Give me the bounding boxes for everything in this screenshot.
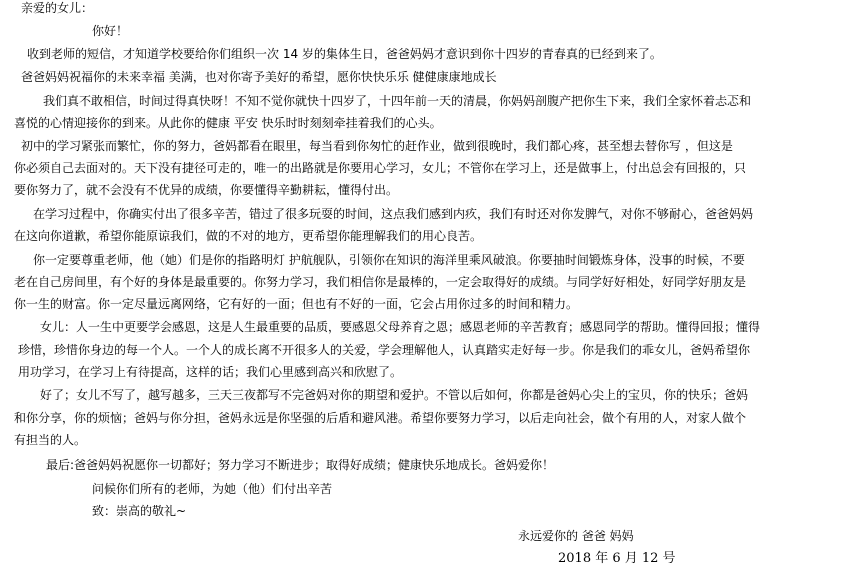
paragraph-line: 你一定要尊重老师，他（她）们是你的指路明灯 护航舰队，引领你在知识的海洋里乘风破浪。你要抽时间锻炼身体，没事的时候，不要 xyxy=(33,253,745,267)
paragraph-line: 有担当的人。 xyxy=(14,433,87,447)
closing: 最后:爸爸妈妈祝愿你一切都好；努力学习不断进步；取得好成绩；健康快乐地成长。爸妈爱你！ xyxy=(46,458,555,472)
paragraph-line: 我们真不敢相信，时间过得真快呀！不知不觉你就快十四岁了，十四年前一天的清晨，你妈妈剖腹产把你生下来，我们全家怀着忐忑和 xyxy=(43,94,752,108)
paragraph-line: 好了；女儿不写了，越写越多，三天三夜都写不完爸妈对你的期望和爱护。不管以后如何，你都是爸妈心尖上的宝贝，你的快乐；爸妈 xyxy=(40,388,749,402)
paragraph-line: 初中的学习紧张而繁忙，你的努力，爸妈都看在眼里，每当看到你匆忙的赶作业，做到很晚时，我们都心疼，甚至想去替你写 ，但这是 xyxy=(21,139,733,153)
paragraph-line: 用功学习，在学习上有待提高，这样的话；我们心里感到高兴和欣慰了。 xyxy=(18,365,403,379)
paragraph-line: 爸爸妈妈祝福你的未来幸福 美满，也对你寄予美好的希望，愿你快快乐乐 健健康康地成长 xyxy=(21,70,497,84)
paragraph-line: 喜悦的心情迎接你的到来。从此你的健康 平安 快乐时时刻刻牵挂着我们的心头。 xyxy=(14,116,442,130)
signature: 永远爱你的 爸爸 妈妈 xyxy=(518,529,634,543)
teachers-greeting: 问候你们所有的老师，为她（他）们付出辛苦 xyxy=(92,482,333,496)
paragraph-line: 收到老师的短信，才知道学校要给你们组织一次 14 岁的集体生日，爸爸妈妈才意识到你十四岁的青春真的已经到来了。 xyxy=(27,47,662,61)
paragraph-line: 女儿：人一生中更要学会感恩，这是人生最重要的品质，要感恩父母养育之恩；感恩老师的辛苦教育；感恩同学的帮助。懂得回报；懂得 xyxy=(40,320,761,334)
paragraph-line: 和你分享，你的烦恼；爸妈与你分担，爸妈永远是你坚强的后盾和避风港。希望你要努力学习，以后走向社会，做个有用的人，对家人做个 xyxy=(14,411,747,425)
salutation: 亲爱的女儿： xyxy=(21,1,94,15)
paragraph-line: 你一生的财富。你一定尽量远离网络，它有好的一面；但也有不好的一面，它会占用你过多的时间和精力。 xyxy=(14,297,579,311)
salute: 致：崇高的敬礼~ xyxy=(92,504,187,518)
paragraph-line: 在学习过程中，你确实付出了很多辛苦，错过了很多玩耍的时间，这点我们感到内疚，我们有时还对你发脾气，对你不够耐心，爸爸妈妈 xyxy=(33,207,754,221)
paragraph-line: 在这向你道歉，希望你能原谅我们，做的不对的地方，更希望你能理解我们的用心良苦。 xyxy=(14,229,483,243)
date: 2018 年 6 月 12 号 xyxy=(558,551,676,566)
paragraph-line: 你必须自己去面对的。天下没有捷径可走的，唯一的出路就是你要用心学习，女儿；不管你在学习上，还是做事上，付出总会有回报的，只 xyxy=(14,161,747,175)
paragraph-line: 珍惜，珍惜你身边的每一个人。一个人的成长离不开很多人的关爱，学会理解他人，认真踏实走好每一步。你是我们的乖女儿，爸妈希望你 xyxy=(18,343,751,357)
paragraph-line: 老在自己房间里，有个好的身体是最重要的。你努力学习，我们相信你是最棒的，一定会取得好的成绩。与同学好好相处，好同学好朋友是 xyxy=(14,275,747,289)
paragraph-line: 要你努力了，就不会没有不优异的成绩，你要懂得辛勤耕耘，懂得付出。 xyxy=(14,183,399,197)
greeting: 你好！ xyxy=(92,24,129,38)
